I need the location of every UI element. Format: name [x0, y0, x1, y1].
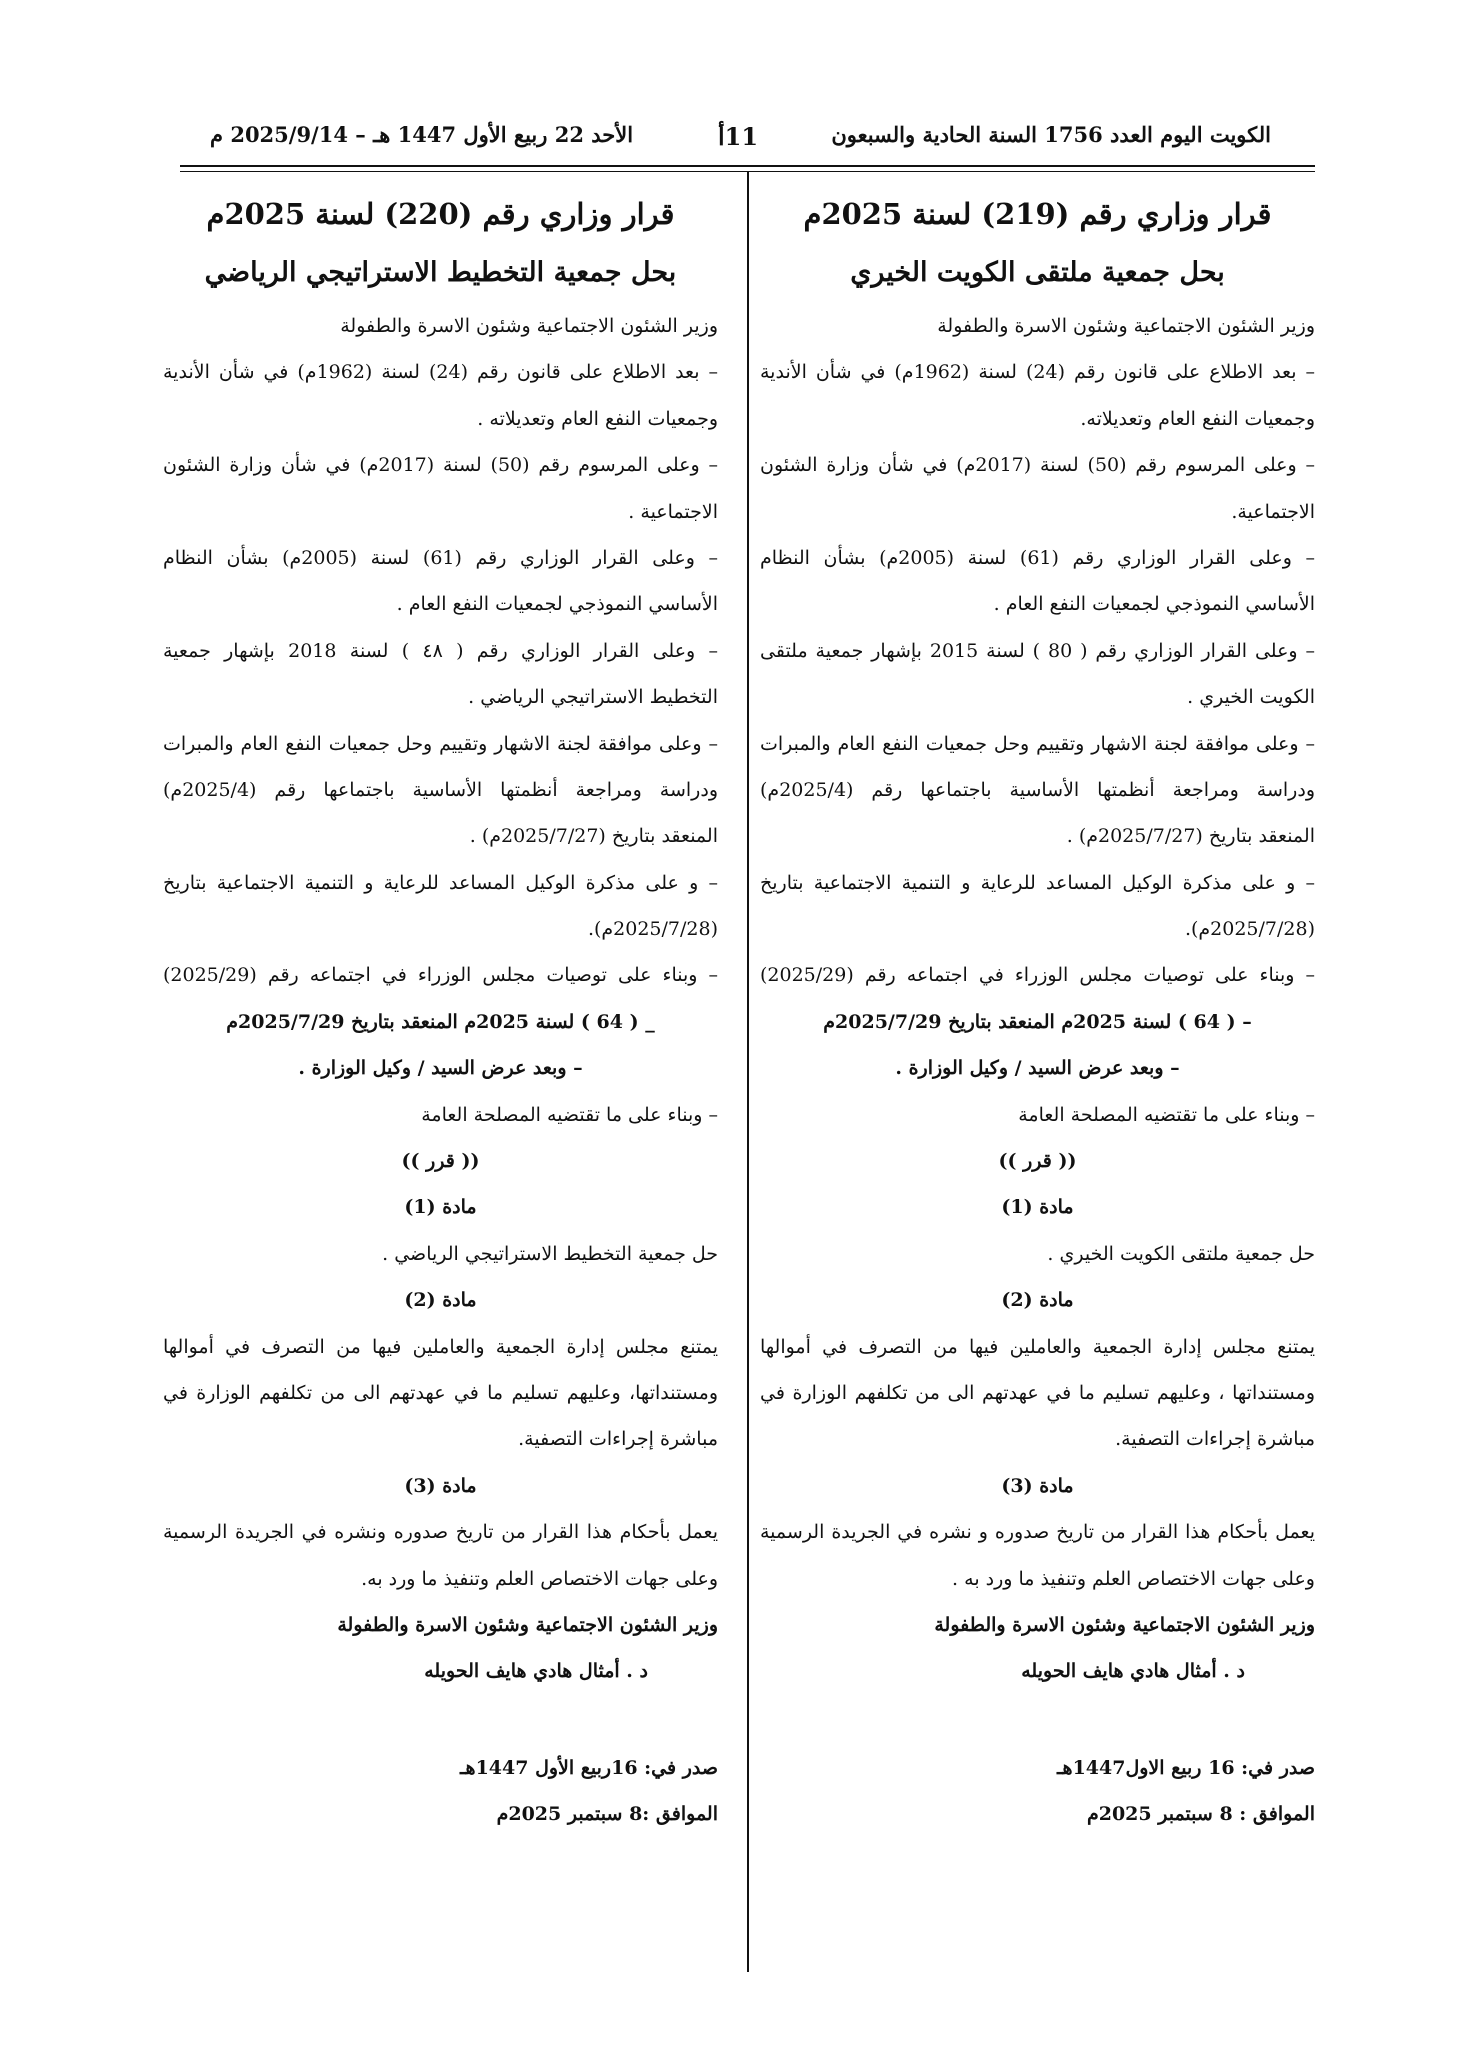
- article-3-title: مادة (3): [1001, 1474, 1074, 1497]
- preamble-line: – و على مذكرة الوكيل المساعد للرعاية و التنمية الاجتماعية بتاريخ: [163, 871, 718, 894]
- article-3-line: يعمل بأحكام هذا القرار من تاريخ صدوره ونشره في الجريدة الرسمية: [163, 1521, 718, 1544]
- corresponding-date: الموافق :8 سبتمبر 2025م: [496, 1803, 718, 1826]
- issued-date: صدر في: 16 ربيع الاول1447هـ: [1056, 1756, 1315, 1779]
- header-page-number: 11أ: [717, 122, 759, 151]
- preamble-line: – وبناء على ما تقتضيه المصلحة العامة: [421, 1103, 718, 1126]
- issued-date: صدر في: 16ربيع الأول 1447هـ: [459, 1756, 718, 1779]
- decree-title: قرار وزاري رقم (219) لسنة 2025م: [803, 197, 1272, 231]
- header-date: الأحد 22 ربيع الأول 1447 هـ – 2025/9/14 م: [210, 122, 634, 147]
- spacer: [163, 1695, 718, 1745]
- article-1-title: مادة (1): [1001, 1196, 1074, 1219]
- preamble-line: المنعقد بتاريخ (2025/7/27م) .: [469, 825, 718, 848]
- signer-name: د . أمثال هادي هايف الحويله: [1021, 1660, 1245, 1683]
- article-2-line: يمتنع مجلس إدارة الجمعية والعاملين فيها من التصرف في أموالها: [163, 1335, 718, 1358]
- corresponding-date: الموافق : 8 سبتمبر 2025م: [1086, 1803, 1315, 1826]
- article-1-text: حل جمعية ملتقى الكويت الخيري .: [1047, 1242, 1315, 1265]
- decided-heading: (( قرر )): [401, 1150, 480, 1173]
- preamble-line: ودراسة ومراجعة أنظمتها الأساسية باجتماعها رقم (2025/4م): [760, 778, 1315, 801]
- preamble-line: (2025/7/28م).: [587, 918, 718, 941]
- article-3-line: وعلى جهات الاختصاص العلم وتنفيذ ما ورد به.: [361, 1567, 718, 1590]
- preamble-line: – بعد الاطلاع على قانون رقم (24) لسنة (1962م) في شأن الأندية: [760, 361, 1315, 384]
- preamble-line: – وعلى المرسوم رقم (50) لسنة (2017م) في شأن وزارة الشئون: [760, 454, 1315, 477]
- minister-title: وزير الشئون الاجتماعية وشئون الاسرة والطفولة: [934, 1613, 1315, 1636]
- preamble-line: الأساسي النموذجي لجمعيات النفع العام .: [396, 593, 718, 616]
- article-2-line: مباشرة إجراءات التصفية.: [518, 1428, 718, 1451]
- preamble-line: – و على مذكرة الوكيل المساعد للرعاية و التنمية الاجتماعية بتاريخ: [760, 871, 1315, 894]
- preamble-line: – وبناء على توصيات مجلس الوزراء في اجتماعه رقم (2025/29): [163, 964, 718, 987]
- preamble-line: وجمعيات النفع العام وتعديلاته .: [477, 407, 718, 430]
- preamble-line: (2025/7/28م).: [1184, 918, 1315, 941]
- column-divider: [747, 172, 749, 1972]
- preamble-line: المنعقد بتاريخ (2025/7/27م) .: [1066, 825, 1315, 848]
- preamble-line: – وعلى القرار الوزاري رقم (61) لسنة (2005م) بشأن النظام: [760, 546, 1315, 569]
- preamble-line: الاجتماعية .: [628, 500, 718, 523]
- decree-title: قرار وزاري رقم (220) لسنة 2025م: [206, 197, 675, 231]
- article-3-line: يعمل بأحكام هذا القرار من تاريخ صدوره و نشره في الجريدة الرسمية: [760, 1521, 1315, 1544]
- preamble-line: – وبناء على ما تقتضيه المصلحة العامة: [1018, 1103, 1315, 1126]
- article-2-line: يمتنع مجلس إدارة الجمعية والعاملين فيها من التصرف في أموالها: [760, 1335, 1315, 1358]
- preamble-line: – وبعد عرض السيد / وكيل الوزارة .: [298, 1057, 583, 1080]
- article-2-title: مادة (2): [404, 1289, 477, 1312]
- decree-219-column: [760, 185, 1315, 1838]
- preamble-line: – وعلى المرسوم رقم (50) لسنة (2017م) في شأن وزارة الشئون: [163, 454, 718, 477]
- preamble-line: ودراسة ومراجعة أنظمتها الأساسية باجتماعها رقم (2025/4م): [163, 778, 718, 801]
- preamble-line: وجمعيات النفع العام وتعديلاته.: [1080, 407, 1315, 430]
- decree-subtitle: بحل جمعية التخطيط الاستراتيجي الرياضي: [204, 257, 677, 288]
- article-2-title: مادة (2): [1001, 1289, 1074, 1312]
- minister-title: وزير الشئون الاجتماعية وشئون الاسرة والطفولة: [337, 1613, 718, 1636]
- preamble-line: الأساسي النموذجي لجمعيات النفع العام .: [993, 593, 1315, 616]
- decree-220-column: [163, 185, 718, 1838]
- preamble-line: – وعلى القرار الوزاري رقم (61) لسنة (2005م) بشأن النظام: [163, 546, 718, 569]
- signer-name: د . أمثال هادي هايف الحويله: [424, 1660, 648, 1683]
- article-2-line: مباشرة إجراءات التصفية.: [1115, 1428, 1315, 1451]
- preamble-line: – وعلى القرار الوزاري رقم ( 80 ) لسنة 2015 بإشهار جمعية ملتقى: [760, 639, 1315, 662]
- header-rule-thick: [180, 165, 1315, 167]
- preamble-line: وزير الشئون الاجتماعية وشئون الاسرة والطفولة: [937, 315, 1315, 337]
- preamble-line: – ( 64 ) لسنة 2025م المنعقد بتاريخ 2025/7/29م: [823, 1010, 1252, 1033]
- preamble-line: _ ( 64 ) لسنة 2025م المنعقد بتاريخ 2025/7/29م: [226, 1010, 655, 1033]
- header-issue-info: الكويت اليوم العدد 1756 السنة الحادية والسبعون: [831, 122, 1271, 147]
- preamble-line: الاجتماعية.: [1231, 500, 1315, 523]
- decided-heading: (( قرر )): [998, 1150, 1077, 1173]
- article-2-line: ومستنداتها، وعليهم تسليم ما في عهدتهم الى من تكلفهم الوزارة في: [163, 1381, 718, 1404]
- article-3-line: وعلى جهات الاختصاص العلم وتنفيذ ما ورد به .: [952, 1567, 1315, 1590]
- preamble-line: الكويت الخيري .: [1187, 686, 1315, 709]
- spacer: [760, 1695, 1315, 1745]
- article-1-text: حل جمعية التخطيط الاستراتيجي الرياضي .: [382, 1242, 718, 1265]
- article-3-title: مادة (3): [404, 1474, 477, 1497]
- article-1-title: مادة (1): [404, 1196, 477, 1219]
- preamble-line: وزير الشئون الاجتماعية وشئون الاسرة والطفولة: [340, 315, 718, 337]
- preamble-line: التخطيط الاستراتيجي الرياضي .: [468, 686, 718, 709]
- preamble-line: – وعلى القرار الوزاري رقم ( ٤٨ ) لسنة 2018 بإشهار جمعية: [163, 639, 718, 662]
- preamble-line: – بعد الاطلاع على قانون رقم (24) لسنة (1962م) في شأن الأندية: [163, 361, 718, 384]
- preamble-line: – وبناء على توصيات مجلس الوزراء في اجتماعه رقم (2025/29): [760, 964, 1315, 987]
- preamble-line: – وعلى موافقة لجنة الاشهار وتقييم وحل جمعيات النفع العام والمبرات: [163, 732, 718, 755]
- preamble-line: – وعلى موافقة لجنة الاشهار وتقييم وحل جمعيات النفع العام والمبرات: [760, 732, 1315, 755]
- preamble-line: – وبعد عرض السيد / وكيل الوزارة .: [895, 1057, 1180, 1080]
- article-2-line: ومستنداتها ، وعليهم تسليم ما في عهدتهم الى من تكلفهم الوزارة في: [760, 1381, 1315, 1404]
- decree-subtitle: بحل جمعية ملتقى الكويت الخيري: [850, 257, 1225, 288]
